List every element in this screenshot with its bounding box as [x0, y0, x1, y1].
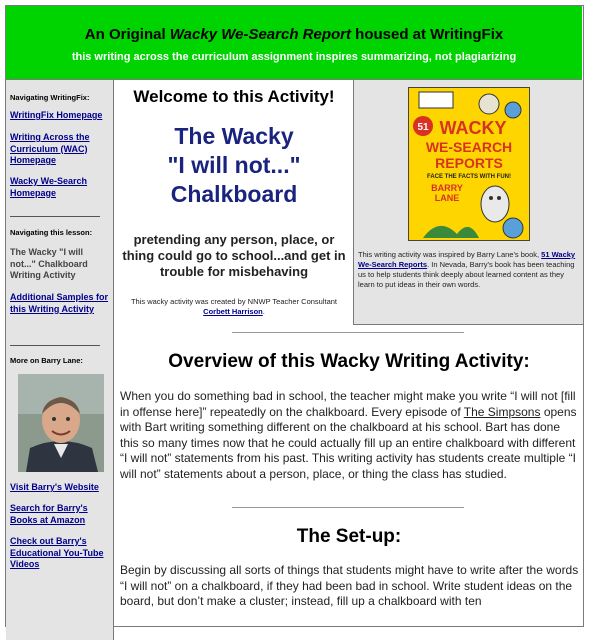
sidebar-link-barry-website[interactable]: Visit Barry's Website [10, 482, 99, 492]
cover-tagline: FACE THE FACTS WITH FUN! [427, 174, 511, 180]
barry-lane-photo [18, 374, 104, 472]
sidebar-current-lesson: The Wacky "I will not..." Chalkboard Writing Activity [10, 247, 88, 280]
divider [232, 507, 464, 508]
banner-subtitle: this writing across the curriculum assignment inspires summarizing, not plagiarizing [71, 51, 517, 63]
cover-title-1: WACKY [439, 118, 507, 138]
sidebar-link-barry-youtube[interactable]: Check out Barry's Educational You-Tube Videos [10, 536, 104, 569]
simpsons-link[interactable]: The Simpsons [463, 404, 541, 419]
sidebar-link-additional-samples[interactable]: Additional Samples for this Writing Activity [10, 292, 109, 314]
sidebar-link-wacky-home[interactable]: Wacky We-Search Homepage [10, 176, 88, 198]
activity-credit: This wacky activity was created by NNWP Teacher Consultant Corbett Harrison. [130, 297, 338, 316]
banner-title: An Original Wacky We-Search Report housed at WritingFix [84, 26, 504, 43]
cover-title-3: REPORTS [435, 155, 503, 171]
sidebar-divider [10, 345, 100, 346]
sidebar-heading-lesson: Navigating this lesson: [10, 228, 93, 237]
setup-paragraph: Begin by discussing all sorts of things that students might have to write after the words “I will not” on a chalkboard, if they had been bad in school. Write student ideas on the board, but don’t make a cluster; instead, fill up a chalkboard with ten [120, 563, 579, 608]
book-title-link[interactable]: 51 Wacky We-Search Reports [358, 250, 576, 269]
sidebar-link-wac-home[interactable]: Writing Across the Curriculum (WAC) Homepage [10, 132, 90, 165]
cover-title-2: WE-SEARCH [425, 139, 513, 155]
cover-author-2: LANE [434, 193, 460, 203]
activity-tagline: pretending any person, place, or thing could go to school...and get in trouble for misbehaving [122, 232, 346, 279]
overview-heading: Overview of this Wacky Writing Activity: [168, 351, 530, 372]
divider [232, 332, 464, 333]
cover-author-1: BARRY [431, 183, 463, 193]
top-banner [6, 6, 582, 80]
sidebar-link-writingfix-home[interactable]: WritingFix Homepage [10, 110, 103, 120]
sidebar-heading-nav: Navigating WritingFix: [10, 93, 90, 102]
welcome-heading: Welcome to this Activity! [133, 87, 335, 106]
left-sidebar [6, 80, 114, 640]
book-panel [353, 80, 583, 325]
sidebar-divider [10, 216, 100, 217]
corbett-harrison-link[interactable]: Corbett Harrison [203, 307, 263, 316]
book-caption: This writing activity was inspired by Barry Lane's book, 51 Wacky We-Search Reports. In Nevada, Barry's book has been teaching us to help students think deeply about learned content as they learn to put ideas in their own words. [358, 250, 576, 289]
setup-heading: The Set-up: [296, 526, 402, 547]
book-cover-image[interactable] [408, 87, 530, 241]
cover-number: 51 [417, 122, 429, 133]
overview-paragraph: When you do something bad in school, the teacher might make you write “I will not [fill in offense here]” repeatedly on the chalkboard. Every episode of The Simpsons opens with Bart writing something different on the chalkboard at his school. Bart has done this so many times now that he could actually fill up an entire chalkboard with different “I will not” statements from his past. This writing activity has students create multiple “I will not” statements about a person, place, or thing the class has studied. [120, 389, 577, 481]
sidebar-heading-barry: More on Barry Lane: [10, 356, 83, 365]
activity-title: The Wacky "I will not..." Chalkboard [167, 123, 301, 207]
sidebar-link-barry-amazon[interactable]: Search for Barry's Books at Amazon [10, 503, 88, 525]
welcome-panel [116, 80, 352, 324]
